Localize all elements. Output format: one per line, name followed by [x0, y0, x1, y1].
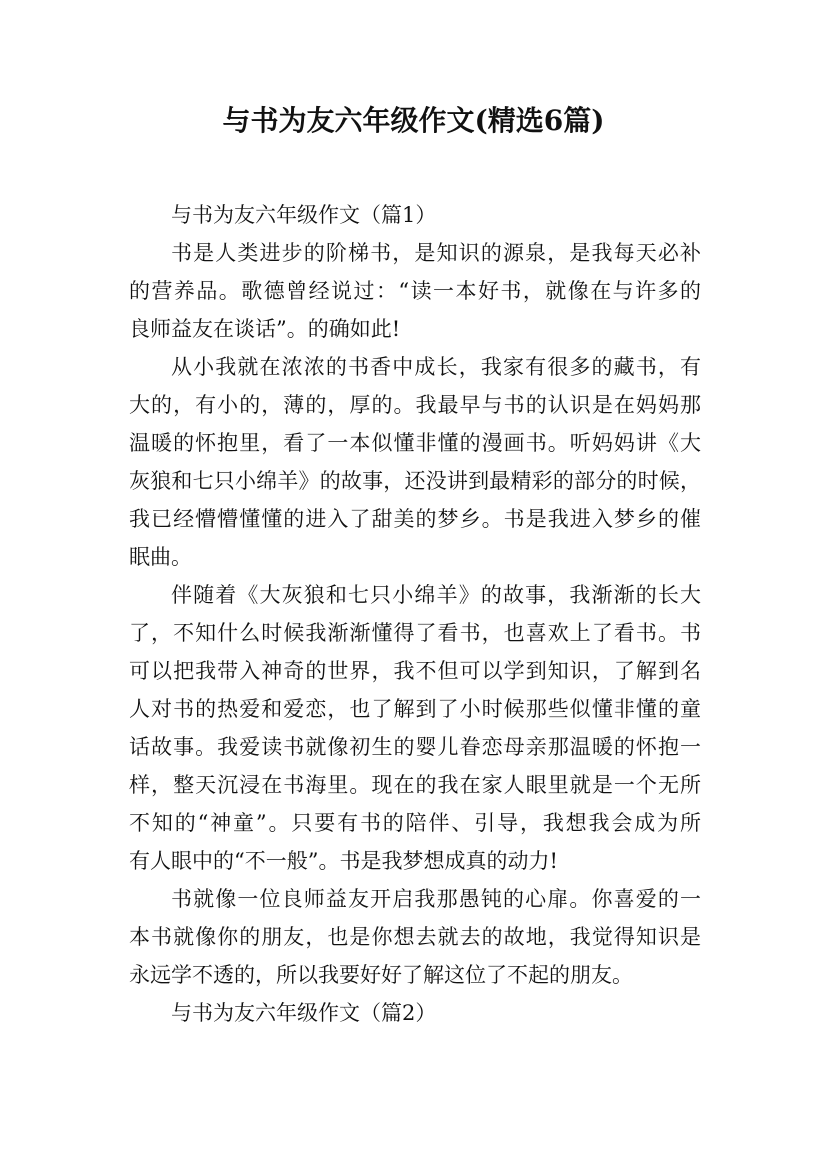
paragraph-line: 永远学不透的，所以我要好好了解这位了不起的朋友。 [129, 963, 633, 987]
paragraph-line: 可以把我带入神奇的世界，我不但可以学到知识，了解到名 [129, 659, 701, 683]
paragraph-line: 我已经懵懵懂懂的进入了甜美的梦乡。书是我进入梦乡的催 [129, 507, 701, 531]
paragraph-line: 本书就像你的朋友，也是你想去就去的故地，我觉得知识是 [129, 925, 701, 949]
paragraph-line: 大的，有小的，薄的，厚的。我最早与书的认识是在妈妈那 [129, 393, 701, 417]
paragraph-line: 了，不知什么时候我渐渐懂得了看书，也喜欢上了看书。书 [129, 621, 701, 645]
paragraph-2 [129, 348, 701, 576]
document-body [129, 196, 701, 1032]
section-heading-2: 与书为友六年级作文（篇2） [171, 1001, 437, 1025]
paragraph-line: 人对书的热爱和爱恋，也了解到了小时候那些似懂非懂的童 [129, 697, 701, 721]
paragraph-line: 书是人类进步的阶梯书，是知识的源泉，是我每天必补 [171, 241, 701, 265]
paragraph-line: 的营养品。歌德曾经说过：“读一本好书，就像在与许多的 [129, 279, 701, 303]
paragraph-line: 书就像一位良师益友开启我那愚钝的心扉。你喜爱的一 [171, 887, 701, 911]
paragraph-line: 眠曲。 [129, 545, 192, 569]
paragraph-line: 伴随着《大灰狼和七只小绵羊》的故事，我渐渐的长大 [171, 583, 701, 607]
paragraph-3 [129, 576, 701, 880]
document-title: 与书为友六年级作文(精选6篇) [222, 104, 605, 137]
paragraph-1 [129, 234, 701, 348]
paragraph-line: 从小我就在浓浓的书香中成长，我家有很多的藏书，有 [171, 355, 701, 379]
paragraph-4 [129, 880, 701, 994]
paragraph-line: 温暖的怀抱里，看了一本似懂非懂的漫画书。听妈妈讲《大 [129, 431, 701, 455]
paragraph-line: 灰狼和七只小绵羊》的故事，还没讲到最精彩的部分的时候， [129, 469, 701, 493]
paragraph-line: 不知的“神童”。只要有书的陪伴、引导，我想我会成为所 [129, 811, 701, 835]
paragraph-line: 话故事。我爱读书就像初生的婴儿眷恋母亲那温暖的怀抱一 [129, 735, 701, 759]
paragraph-line: 样，整天沉浸在书海里。现在的我在家人眼里就是一个无所 [129, 773, 701, 797]
section-heading-1: 与书为友六年级作文（篇1） [171, 203, 437, 227]
paragraph-line: 有人眼中的“不一般”。书是我梦想成真的动力! [129, 849, 558, 873]
paragraph-line: 良师益友在谈话”。的确如此! [129, 317, 401, 341]
